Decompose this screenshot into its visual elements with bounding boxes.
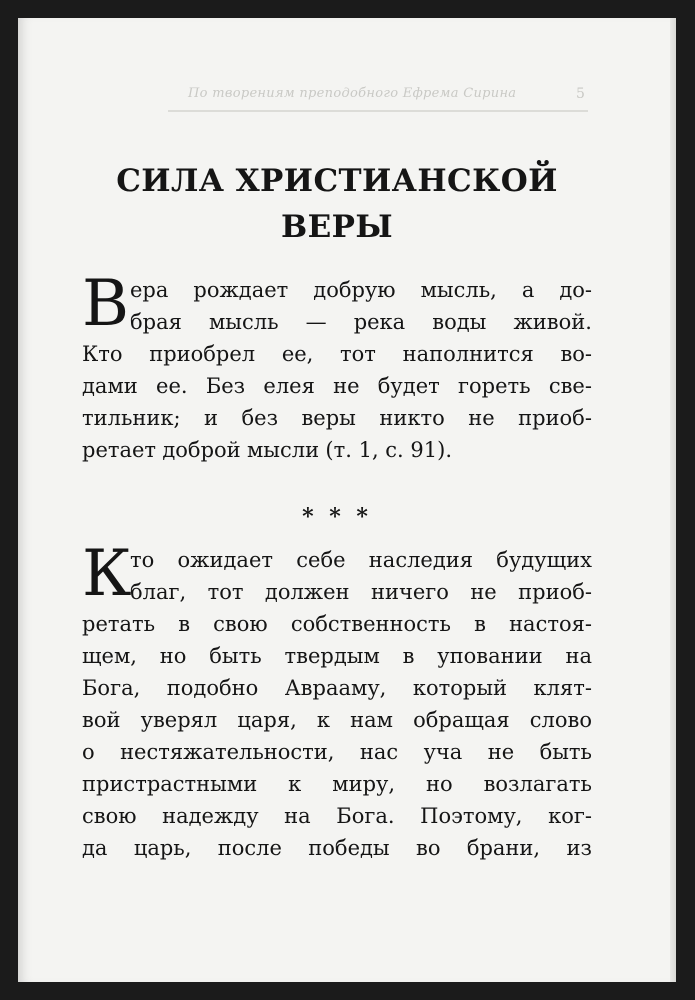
word: мысль, bbox=[420, 278, 497, 302]
text-line bbox=[82, 704, 592, 736]
word: из bbox=[566, 836, 592, 860]
word: Бога. bbox=[336, 804, 395, 828]
word: щем, bbox=[82, 644, 137, 668]
word: во- bbox=[560, 342, 592, 366]
word: ког- bbox=[548, 804, 592, 828]
word: Без bbox=[205, 374, 246, 398]
running-header: По творениям преподобного Ефрема Сирина bbox=[188, 86, 517, 101]
text-line bbox=[82, 608, 592, 640]
word: обращая bbox=[413, 708, 510, 732]
word: добрую bbox=[313, 278, 396, 302]
word: елея bbox=[263, 374, 315, 398]
word: приоб- bbox=[518, 580, 592, 604]
word: уверял bbox=[140, 708, 218, 732]
text-line bbox=[82, 576, 592, 608]
text-line bbox=[82, 402, 592, 434]
word: ее. bbox=[156, 374, 188, 398]
text-line bbox=[82, 672, 592, 704]
page-edge bbox=[670, 18, 676, 982]
word: твердым bbox=[284, 644, 380, 668]
word: ее, bbox=[281, 342, 314, 366]
text-line bbox=[82, 306, 592, 338]
word: к bbox=[288, 772, 302, 796]
word: дами bbox=[82, 374, 138, 398]
word: наследия bbox=[368, 548, 474, 572]
word: уповании bbox=[437, 644, 543, 668]
word: ретать bbox=[82, 612, 156, 636]
word: тильник; bbox=[82, 406, 181, 430]
header-rule bbox=[168, 110, 588, 112]
word: никто bbox=[379, 406, 445, 430]
word: воды bbox=[432, 310, 487, 334]
paragraph-faith bbox=[82, 267, 592, 466]
word: тот bbox=[340, 342, 376, 366]
word: а bbox=[521, 278, 535, 302]
word: миру, bbox=[332, 772, 396, 796]
text-line bbox=[82, 544, 592, 576]
word: и bbox=[204, 406, 219, 430]
word: нас bbox=[359, 740, 399, 764]
word: Бога, bbox=[82, 676, 141, 700]
word: ничего bbox=[370, 580, 449, 604]
drop-cap: В bbox=[82, 267, 130, 341]
word: живой. bbox=[513, 310, 592, 334]
text-line bbox=[82, 768, 592, 800]
word: да bbox=[82, 836, 108, 860]
word: Поэтому, bbox=[420, 804, 523, 828]
word: не bbox=[468, 406, 495, 430]
word: но bbox=[426, 772, 453, 796]
word: возлагать bbox=[483, 772, 592, 796]
word: в bbox=[474, 612, 486, 636]
word: должен bbox=[264, 580, 350, 604]
chapter-title-line-2: ВЕРЫ bbox=[281, 209, 393, 245]
word: без bbox=[241, 406, 279, 430]
word: к bbox=[316, 708, 330, 732]
text-line bbox=[82, 736, 592, 768]
book-page bbox=[18, 18, 676, 982]
word: нам bbox=[350, 708, 393, 732]
word: ретает bbox=[82, 438, 157, 462]
word: нестяжательности, bbox=[120, 740, 335, 764]
word: настоя- bbox=[509, 612, 592, 636]
word: (т. 1, с. 91). bbox=[325, 438, 452, 462]
word: Аврааму, bbox=[284, 676, 387, 700]
word: пристрастными bbox=[82, 772, 258, 796]
word: на bbox=[565, 644, 592, 668]
word: свою bbox=[213, 612, 268, 636]
word: победы bbox=[308, 836, 390, 860]
word: ожидает bbox=[177, 548, 273, 572]
word: приоб- bbox=[518, 406, 592, 430]
word: о bbox=[82, 740, 95, 764]
word: наполнится bbox=[402, 342, 534, 366]
word: слово bbox=[529, 708, 592, 732]
word: надежду bbox=[162, 804, 259, 828]
word: быть bbox=[209, 644, 262, 668]
drop-cap: К bbox=[82, 537, 132, 611]
text-line bbox=[82, 832, 592, 864]
word: тот bbox=[207, 580, 244, 604]
word: который bbox=[412, 676, 508, 700]
word: себе bbox=[296, 548, 346, 572]
word: но bbox=[159, 644, 187, 668]
word: в bbox=[402, 644, 415, 668]
word: приобрел bbox=[149, 342, 256, 366]
word: царя, bbox=[237, 708, 297, 732]
word: собственность bbox=[290, 612, 451, 636]
word: царь, bbox=[133, 836, 192, 860]
word: будет bbox=[377, 374, 440, 398]
word: подобно bbox=[166, 676, 259, 700]
word: не bbox=[487, 740, 515, 764]
text-line bbox=[82, 640, 592, 672]
word: Кто bbox=[82, 342, 123, 366]
word: гореть bbox=[458, 374, 531, 398]
word: благ, bbox=[130, 580, 187, 604]
text-line bbox=[82, 274, 592, 306]
word: уча bbox=[423, 740, 463, 764]
word: брая bbox=[130, 310, 182, 334]
text-line bbox=[82, 434, 592, 466]
word: рождает bbox=[193, 278, 289, 302]
text-line bbox=[82, 800, 592, 832]
word: то bbox=[130, 548, 155, 572]
paragraph-inheritance bbox=[82, 537, 592, 864]
word: мысли bbox=[246, 438, 320, 462]
word: река bbox=[353, 310, 406, 334]
section-separator: * * * bbox=[302, 504, 372, 530]
word: во bbox=[416, 836, 441, 860]
word: — bbox=[305, 310, 327, 334]
word: в bbox=[178, 612, 191, 636]
word: свою bbox=[82, 804, 137, 828]
word: клят- bbox=[533, 676, 592, 700]
word: ера bbox=[130, 278, 169, 302]
text-line bbox=[82, 338, 592, 370]
word: до- bbox=[559, 278, 592, 302]
word: све- bbox=[548, 374, 592, 398]
page-number: 5 bbox=[576, 86, 585, 102]
word: веры bbox=[301, 406, 356, 430]
word: быть bbox=[539, 740, 592, 764]
word: доброй bbox=[162, 438, 241, 462]
word: брани, bbox=[466, 836, 541, 860]
text-line bbox=[82, 370, 592, 402]
word: на bbox=[284, 804, 311, 828]
word: не bbox=[333, 374, 360, 398]
word: после bbox=[217, 836, 282, 860]
word: вой bbox=[82, 708, 121, 732]
page-content bbox=[82, 158, 592, 864]
chapter-title-line-1: СИЛА ХРИСТИАНСКОЙ bbox=[116, 163, 558, 199]
word: не bbox=[470, 580, 497, 604]
word: мысль bbox=[208, 310, 279, 334]
chapter-title bbox=[82, 158, 592, 250]
word: будущих bbox=[496, 548, 592, 572]
